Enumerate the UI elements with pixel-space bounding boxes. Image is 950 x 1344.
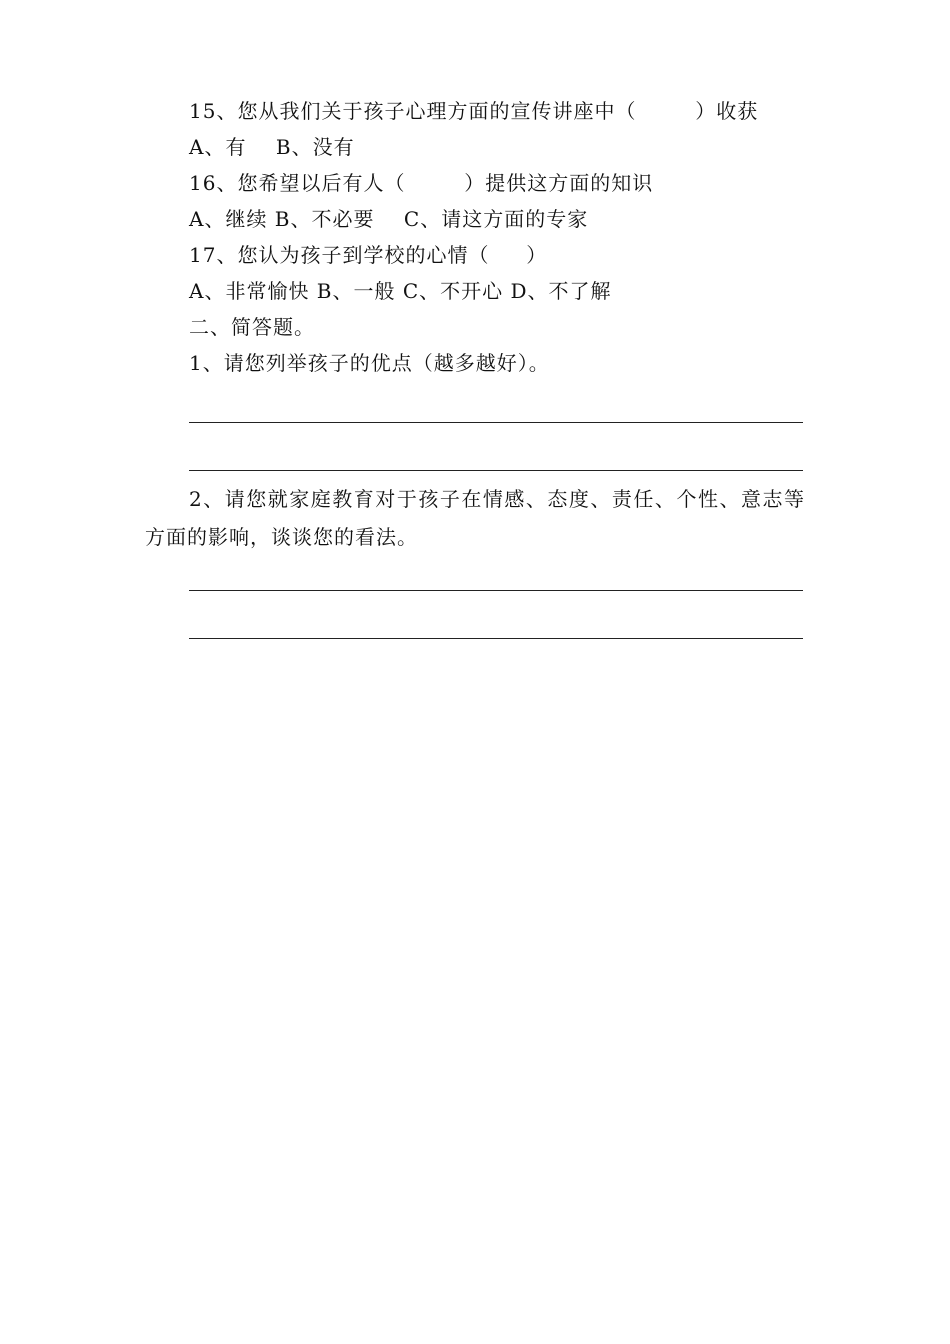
section-heading: 二、简答题。 — [189, 315, 315, 339]
short-answer-2: 2、请您就家庭教育对于孩子在情感、态度、责任、个性、意志等方面的影响，谈谈您的看法。 — [145, 487, 805, 549]
question-17-options: A、非常愉快 B、一般 C、不开心 D、不了解 — [189, 279, 612, 303]
question-16: 16、您希望以后有人（ ）提供这方面的知识 — [189, 171, 654, 195]
answer-line-1a[interactable] — [189, 422, 803, 423]
question-15-options: A、有 B、没有 — [189, 135, 355, 159]
question-17: 17、您认为孩子到学校的心情（ ） — [189, 243, 548, 267]
answer-line-2a[interactable] — [189, 590, 803, 591]
short-answer-1: 1、请您列举孩子的优点（越多越好）。 — [189, 351, 550, 375]
question-16-options: A、继续 B、不必要 C、请这方面的专家 — [189, 207, 589, 231]
answer-line-1b[interactable] — [189, 470, 803, 471]
question-15: 15、您从我们关于孩子心理方面的宣传讲座中（ ）收获 — [189, 99, 759, 123]
answer-line-2b[interactable] — [189, 638, 803, 639]
